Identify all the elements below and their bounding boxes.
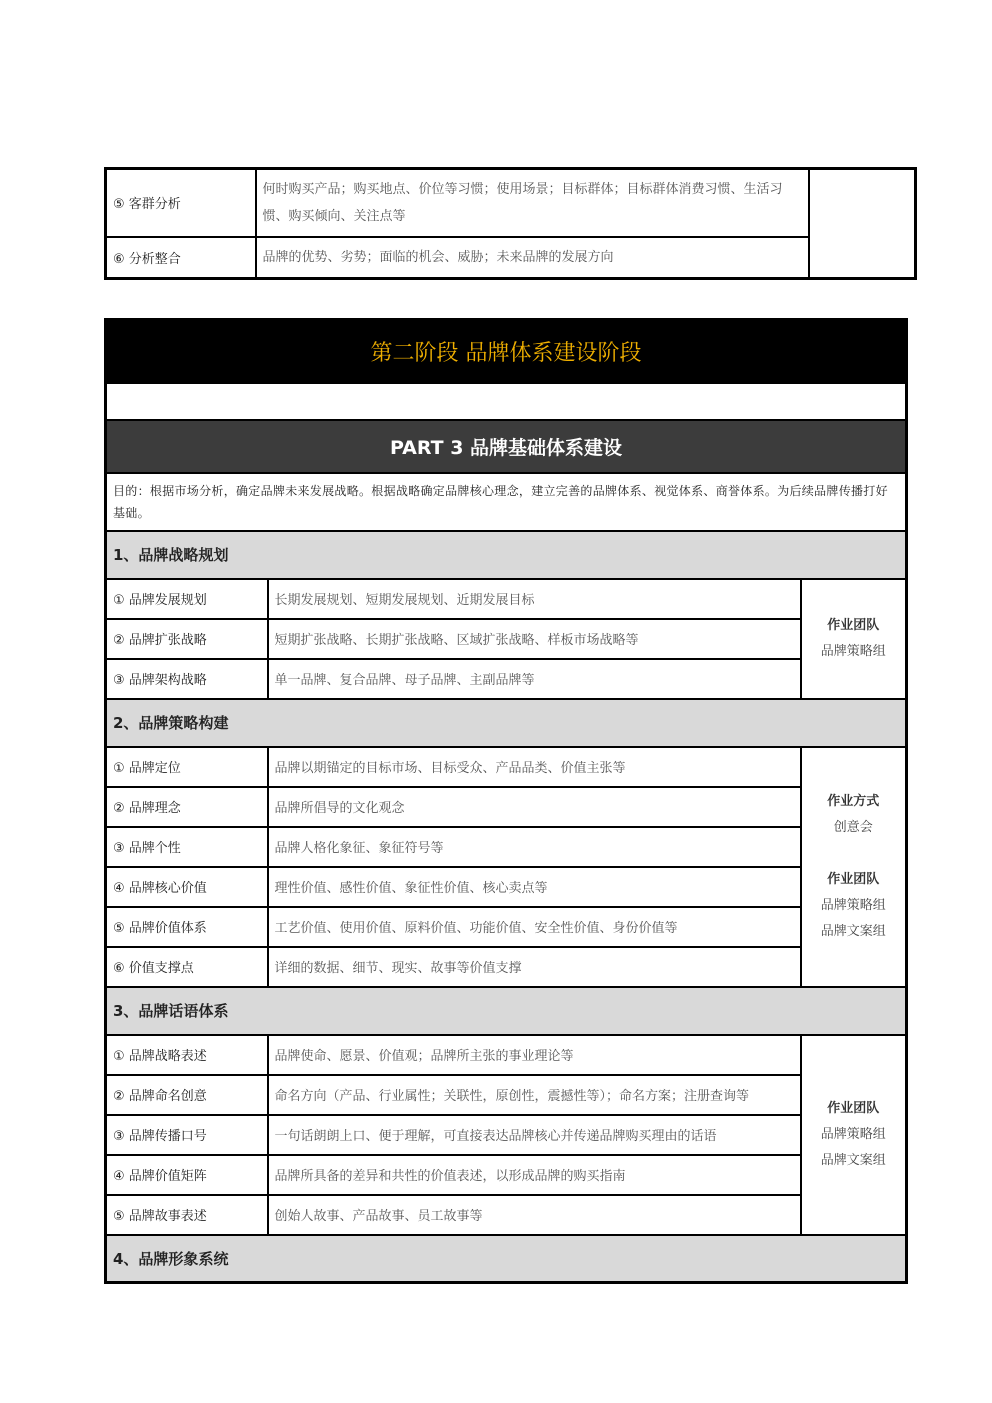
table-row xyxy=(106,867,907,907)
row-description: 一句话朗朗上口、便于理解，可直接表达品牌核心并传递品牌购买理由的话语 xyxy=(268,1115,801,1155)
row-label: ⑥ 分析整合 xyxy=(106,237,256,279)
side-heading: 作业团队 xyxy=(827,871,880,887)
row-label: ② 品牌扩张战略 xyxy=(106,619,268,659)
row-description: 品牌人格化象征、象征符号等 xyxy=(268,827,801,867)
row-description: 品牌使命、愿景、价值观；品牌所主张的事业理论等 xyxy=(268,1035,801,1075)
side-heading: 作业团队 xyxy=(827,1100,880,1116)
row-label: ② 品牌理念 xyxy=(106,787,268,827)
table-row xyxy=(106,1035,907,1075)
team-cell xyxy=(801,1035,907,1235)
row-label: ⑤ 品牌故事表述 xyxy=(106,1195,268,1235)
table-row xyxy=(106,1115,907,1155)
row-description: 创始人故事、产品故事、员工故事等 xyxy=(268,1195,801,1235)
section-title: 1、品牌战略规划 xyxy=(106,531,907,579)
side-value: 品牌策略组 xyxy=(820,1126,886,1142)
row-label: ④ 品牌价值矩阵 xyxy=(106,1155,268,1195)
row-label: ⑤ 客群分析 xyxy=(106,169,256,237)
side-heading: 作业团队 xyxy=(827,617,880,633)
table-row xyxy=(106,747,907,787)
table-row xyxy=(106,169,916,237)
method-team-cell xyxy=(801,747,907,987)
purpose-text: 目的：根据市场分析，确定品牌未来发展战略。根据战略确定品牌核心理念，建立完善的品牌体系、视觉体系、商誉体系。为后续品牌传播打好基础。 xyxy=(106,473,907,531)
row-description: 理性价值、感性价值、象征性价值、核心卖点等 xyxy=(268,867,801,907)
row-label: ① 品牌发展规划 xyxy=(106,579,268,619)
brand-system-table xyxy=(104,318,908,1284)
row-description: 品牌以期锚定的目标市场、目标受众、产品品类、价值主张等 xyxy=(268,747,801,787)
table-row xyxy=(106,907,907,947)
team-cell xyxy=(801,579,907,699)
side-value: 品牌策略组 xyxy=(820,897,886,913)
row-description: 命名方向（产品、行业属性；关联性，原创性，震撼性等）；命名方案；注册查询等 xyxy=(268,1075,801,1115)
row-description: 工艺价值、使用价值、原料价值、功能价值、安全性价值、身份价值等 xyxy=(268,907,801,947)
section-title: 2、品牌策略构建 xyxy=(106,699,907,747)
row-description: 详细的数据、细节、现实、故事等价值支撑 xyxy=(268,947,801,987)
row-label: ① 品牌战略表述 xyxy=(106,1035,268,1075)
row-label: ③ 品牌架构战略 xyxy=(106,659,268,699)
row-label: ② 品牌命名创意 xyxy=(106,1075,268,1115)
section-title: 4、品牌形象系统 xyxy=(106,1235,907,1283)
row-label: ⑥ 价值支撑点 xyxy=(106,947,268,987)
analysis-table xyxy=(104,167,917,280)
section-title: 3、品牌话语体系 xyxy=(106,987,907,1035)
row-description: 何时购买产品；购买地点、价位等习惯；使用场景；目标群体；目标群体消费习惯、生活习惯、购买倾向、关注点等 xyxy=(256,169,809,237)
row-description: 短期扩张战略、长期扩张战略、区域扩张战略、样板市场战略等 xyxy=(268,619,801,659)
row-label: ③ 品牌个性 xyxy=(106,827,268,867)
row-label: ⑤ 品牌价值体系 xyxy=(106,907,268,947)
side-heading: 作业方式 xyxy=(827,793,880,809)
table-row xyxy=(106,579,907,619)
phase-title: 第二阶段 品牌体系建设阶段 xyxy=(106,320,907,383)
row-description: 品牌所具备的差异和共性的价值表述，以形成品牌的购买指南 xyxy=(268,1155,801,1195)
table-row xyxy=(106,1195,907,1235)
table-row xyxy=(106,787,907,827)
side-value: 品牌策略组 xyxy=(820,643,886,659)
part-title: PART 3 品牌基础体系建设 xyxy=(106,420,907,473)
table-row xyxy=(106,659,907,699)
table-row xyxy=(106,1155,907,1195)
row-label: ① 品牌定位 xyxy=(106,747,268,787)
side-value: 创意会 xyxy=(833,819,873,835)
table-row xyxy=(106,619,907,659)
row-description: 单一品牌、复合品牌、母子品牌、主副品牌等 xyxy=(268,659,801,699)
side-gap xyxy=(808,841,900,867)
table-row xyxy=(106,827,907,867)
side-cell xyxy=(809,169,916,279)
table-row xyxy=(106,237,916,279)
spacer-row xyxy=(106,383,907,420)
row-description: 品牌所倡导的文化观念 xyxy=(268,787,801,827)
table-row xyxy=(106,947,907,987)
row-description: 品牌的优势、劣势；面临的机会、威胁；未来品牌的发展方向 xyxy=(256,237,809,279)
table-row xyxy=(106,1075,907,1115)
side-value: 品牌文案组 xyxy=(820,923,886,939)
side-value: 品牌文案组 xyxy=(820,1152,886,1168)
row-label: ④ 品牌核心价值 xyxy=(106,867,268,907)
row-description: 长期发展规划、短期发展规划、近期发展目标 xyxy=(268,579,801,619)
row-label: ③ 品牌传播口号 xyxy=(106,1115,268,1155)
